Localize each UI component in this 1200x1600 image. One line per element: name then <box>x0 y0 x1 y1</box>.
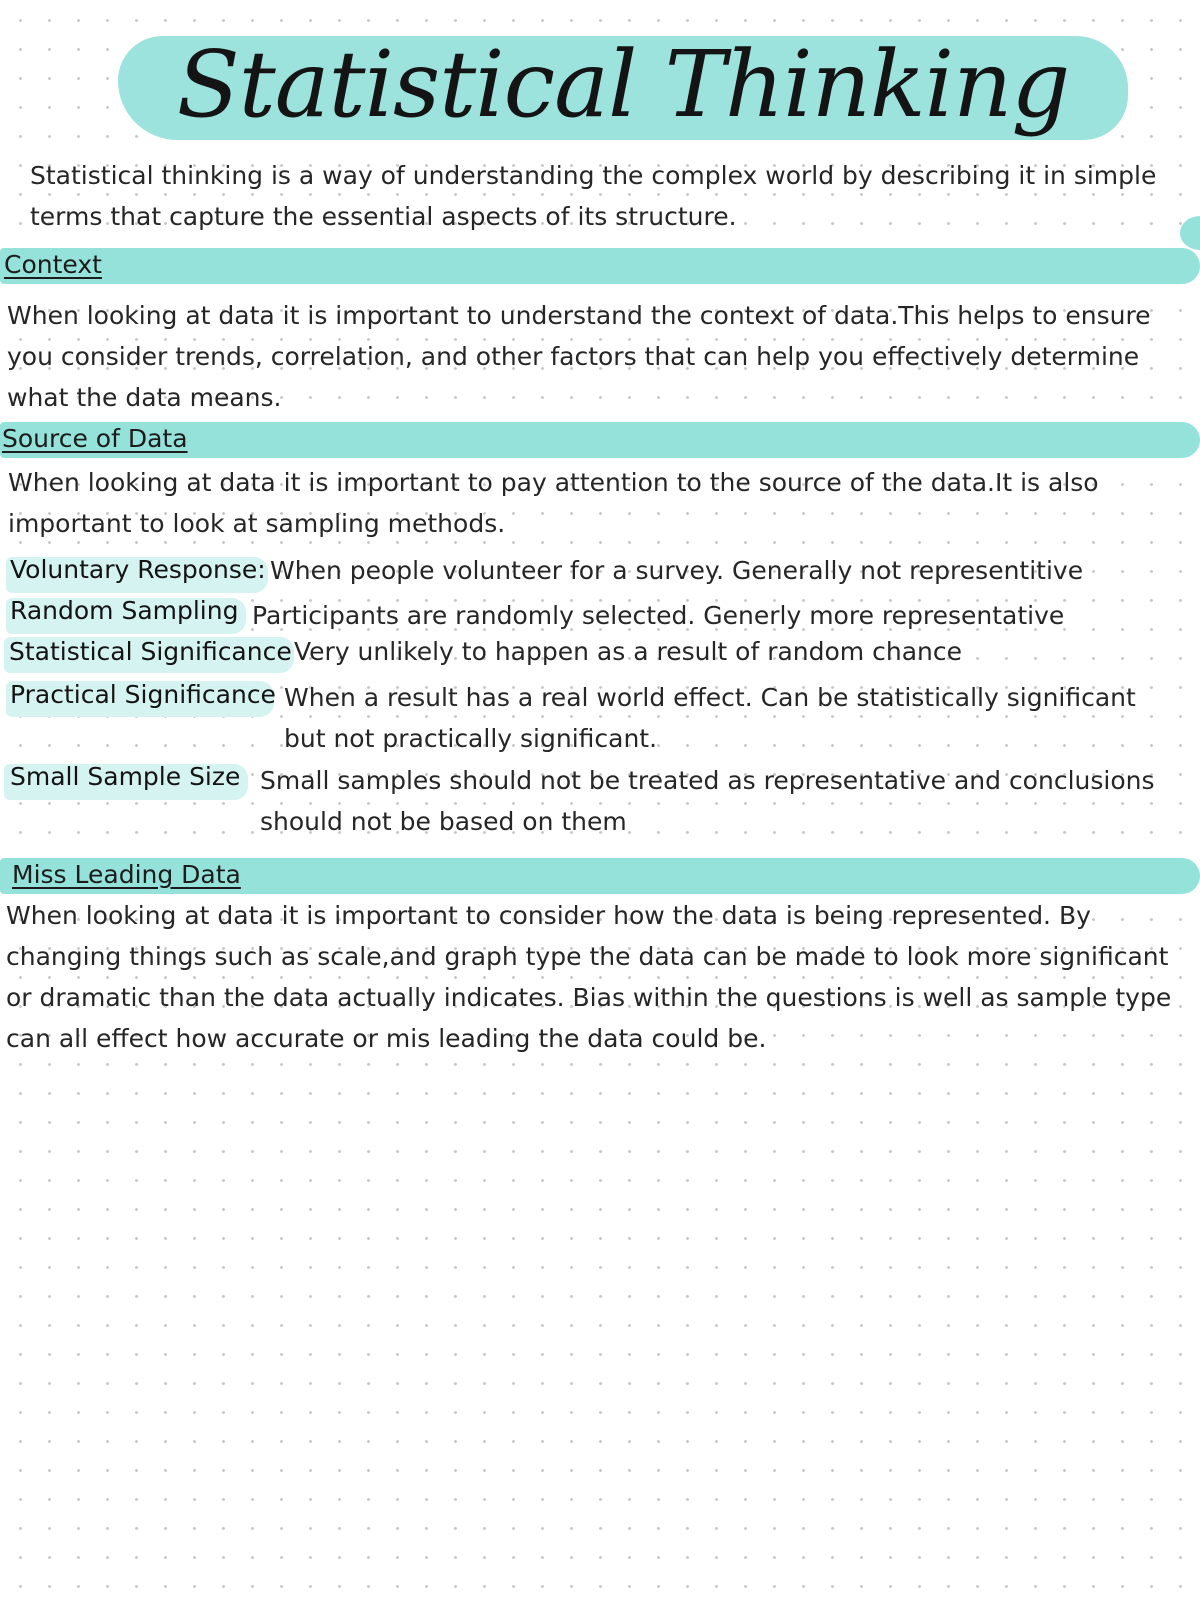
definition-line: but not practically significant. <box>284 724 658 753</box>
header-bar-edge <box>1180 216 1200 250</box>
definition-line: should not be based on them <box>260 807 627 836</box>
misleading-line: When looking at data it is important to consider how the data is being represented. By <box>6 901 1091 930</box>
definition-practical-significance <box>284 677 1136 759</box>
term-statistical-significance: Statistical Significance <box>9 637 292 666</box>
definition-line: Participants are randomly selected. Generly more representative <box>252 601 1065 630</box>
definition-line: When a result has a real world effect. Can be statistically significant <box>284 683 1136 712</box>
misleading-paragraph <box>6 895 1171 1059</box>
definition-line: Small samples should not be treated as representative and conclusions <box>260 766 1155 795</box>
source-paragraph <box>8 462 1099 544</box>
title-block <box>108 10 1138 160</box>
context-line: what the data means. <box>7 383 282 412</box>
source-line: When looking at data it is important to pay attention to the source of the data.It is also <box>8 468 1099 497</box>
source-heading: Source of Data <box>2 424 188 453</box>
definition-line: When people volunteer for a survey. Generally not representitive <box>270 556 1084 585</box>
misleading-line: can all effect how accurate or mis leading the data could be. <box>6 1024 767 1053</box>
context-paragraph <box>7 295 1151 418</box>
context-heading: Context <box>4 250 102 279</box>
misleading-heading: Miss Leading Data <box>12 860 241 889</box>
term-small-sample-size: Small Sample Size <box>10 762 241 791</box>
context-line: you consider trends, correlation, and other factors that can help you effectively determine <box>7 342 1140 371</box>
definition-small-sample-size <box>260 760 1155 842</box>
source-line: important to look at sampling methods. <box>8 509 506 538</box>
misleading-line: changing things such as scale,and graph type the data can be made to look more significant <box>6 942 1169 971</box>
definition-random-sampling <box>252 595 1064 636</box>
term-voluntary-response: Voluntary Response: <box>10 555 266 584</box>
context-line: When looking at data it is important to understand the context of data.This helps to ensure <box>7 301 1151 330</box>
definition-line: Very unlikely to happen as a result of random chance <box>294 637 962 666</box>
definition-voluntary-response <box>270 550 1083 591</box>
term-practical-significance: Practical Significance <box>10 680 276 709</box>
misleading-line: or dramatic than the data actually indicates. Bias within the questions is well as sample type <box>6 983 1172 1012</box>
page-title: Statistical Thinking <box>176 31 1070 138</box>
definition-statistical-significance <box>294 631 962 672</box>
term-random-sampling: Random Sampling <box>10 596 239 625</box>
intro-paragraph <box>30 155 1156 237</box>
intro-line: terms that capture the essential aspects of its structure. <box>30 202 737 231</box>
intro-line: Statistical thinking is a way of understanding the complex world by describing it in simple <box>30 161 1157 190</box>
context-header-bar <box>0 248 1200 284</box>
